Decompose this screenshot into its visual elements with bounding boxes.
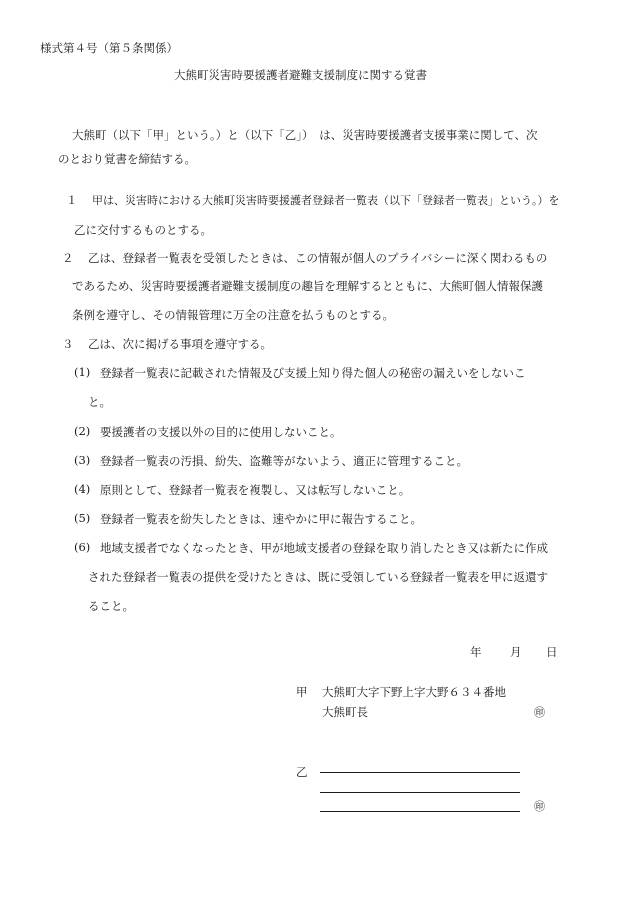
clause-number: ３ [62,337,74,351]
item-number: (4) [74,482,91,496]
item-number: (1) [74,365,91,379]
date-month: 月 [510,645,522,659]
clause-line: 甲は、災害時における大熊町災害時要援護者登録者一覧表（以下「登録者一覧表」という。）を [92,194,560,207]
item-line: と。 [88,395,111,409]
item-number: (3) [74,453,91,467]
party-a-name: 大熊町長 [322,705,368,719]
party-b-signature-line-3 [320,811,520,812]
clause-number: ２ [62,251,74,265]
clause-number: １ [66,193,78,207]
party-a-seal-icon: ㊞ [534,706,545,719]
party-b-signature-line-2 [320,792,520,793]
clause-line: 乙に交付するものとする。 [74,223,212,237]
party-a-address: 大熊町大字下野上字大野６３４番地 [322,685,506,699]
party-b-seal-icon: ㊞ [534,800,545,813]
item-number: (2) [74,424,91,438]
intro-line-1: 大熊町（以下「甲」という。）と（以下「乙」） は、災害時要援護者支援事業に関して、次 [72,128,538,142]
item-line: 地域支援者でなくなったとき、甲が地域支援者の登録を取り消したとき又は新たに作成 [100,541,549,555]
party-b-signature-line-1 [320,772,520,773]
clause-line: であるため、災害時要援護者避難支援制度の趣旨を理解するとともに、大熊町個人情報保護 [72,279,544,293]
item-number: (6) [74,540,91,554]
item-number: (5) [74,511,91,525]
date-day: 日 [546,645,558,659]
item-line: 登録者一覧表に記載された情報及び支援上知り得た個人の秘密の漏えいをしないこ [100,366,526,380]
party-a-label: 甲 [296,685,308,699]
document-title: 大熊町災害時要援護者避難支援制度に関する覚書 [174,68,427,82]
item-line: された登録者一覧表の提供を受けたときは、既に受領している登録者一覧表を甲に返還す [88,570,548,584]
date-year: 年 [470,645,482,659]
clause-line: 乙は、登録者一覧表を受領したときは、この情報が個人のプライバシーに深く関わるもの [88,251,548,265]
item-line: ること。 [88,599,134,613]
item-line: 原則として、登録者一覧表を複製し、又は転写しないこと。 [100,483,411,497]
item-line: 要援護者の支援以外の目的に使用しないこと。 [100,425,342,439]
intro-line-2: のとおり覚書を締結する。 [58,152,196,166]
clause-line: 条例を遵守し、その情報管理に万全の注意を払うものとする。 [72,308,394,322]
item-line: 登録者一覧表の汚損、紛失、盗難等がないよう、適正に管理すること。 [100,454,468,468]
form-label: 様式第４号（第５条関係） [40,41,178,55]
item-line: 登録者一覧表を紛失したときは、速やかに甲に報告すること。 [100,512,422,526]
clause-line: 乙は、次に掲げる事項を遵守する。 [88,337,272,351]
party-b-label: 乙 [296,765,308,779]
